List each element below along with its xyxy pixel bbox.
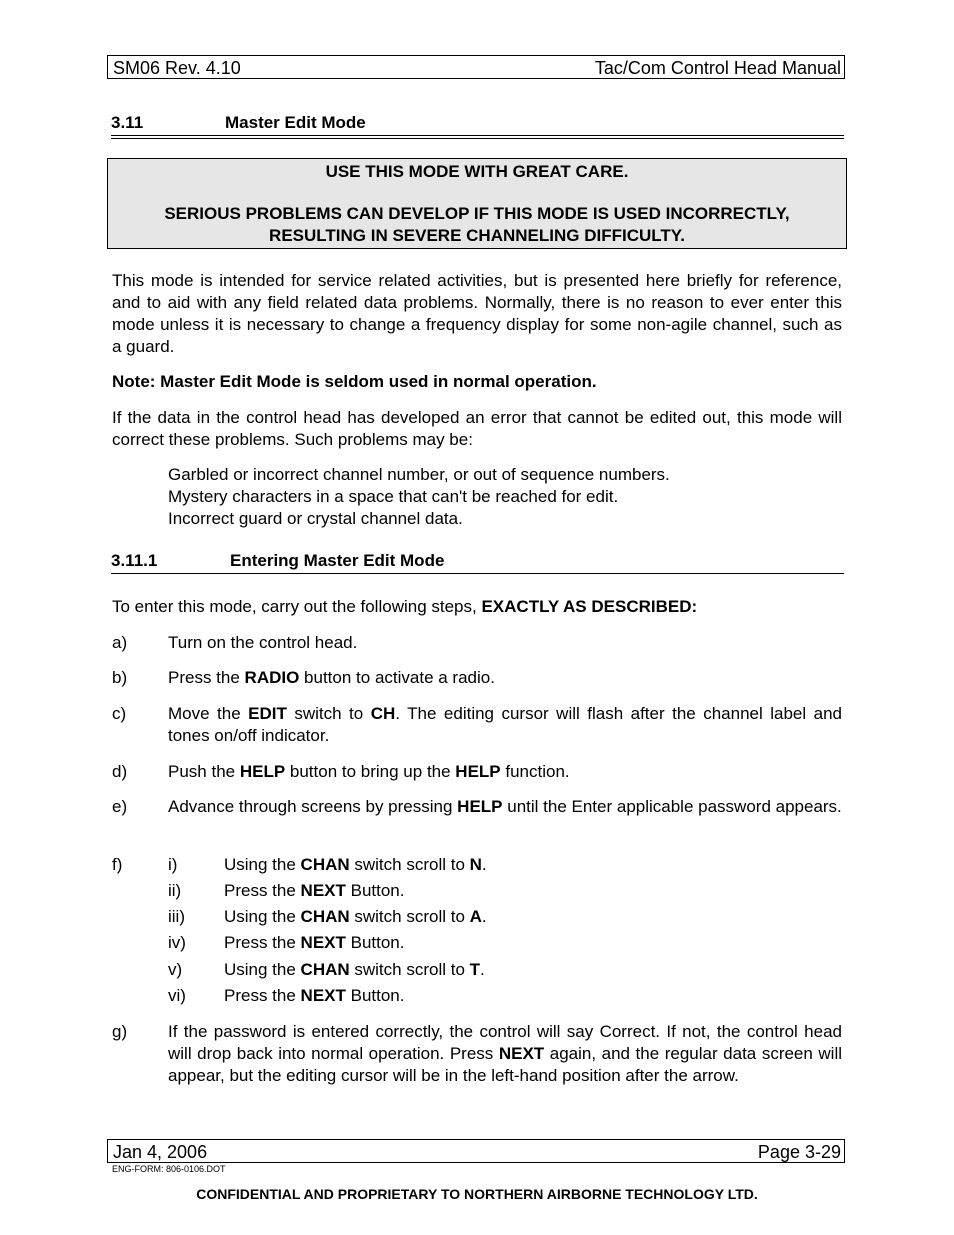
form-id: ENG-FORM: 806-0106.DOT [112,1164,226,1174]
subsection-heading [111,551,444,571]
step-c: c) Move the EDIT switch to CH. The editing cursor will flash after the channel label and tones on/off indicator. [112,704,842,745]
substep: iv) Press the NEXT Button. [168,933,405,952]
step-label: e) [112,797,128,816]
substep: ii) Press the NEXT Button. [168,881,405,900]
step-label: f) [112,855,123,874]
page-number: Page 3-29 [757,1142,841,1162]
list-item: Mystery characters in a space that can't be reached for edit. [168,487,619,506]
substep: i) Using the CHAN switch scroll to N. [168,855,487,874]
step-label: g) [112,1022,128,1041]
steps-intro: To enter this mode, carry out the following steps, EXACTLY AS DESCRIBED: [112,597,698,616]
list-item: Incorrect guard or crystal channel data. [168,509,463,528]
intro-paragraph: This mode is intended for service related activities, but is presented here briefly for reference, and to aid with any field related data problems. Normally, there is no reason to ever enter this mode unless it is necessary to change a frequency display for some non-agile channel, such as a guard. [112,271,842,356]
warning-line-2a: SERIOUS PROBLEMS CAN DEVELOP IF THIS MODE IS USED INCORRECTLY, [164,204,790,223]
step-label: a) [112,633,128,652]
step-a: a) Turn on the control head. [112,633,358,652]
step-b: b) Press the RADIO button to activate a radio. [112,668,495,687]
step-e: e) Advance through screens by pressing HELP until the Enter applicable password appears. [112,797,842,816]
section-rule [111,135,844,139]
step-label: b) [112,668,128,687]
substep: vi) Press the NEXT Button. [168,986,405,1005]
substep: v) Using the CHAN switch scroll to T. [168,960,485,979]
page-header [107,55,845,79]
problems-intro: If the data in the control head has developed an error that cannot be edited out, this mode will correct these problems. Such problems may be: [112,408,842,449]
warning-line-2b: RESULTING IN SEVERE CHANNELING DIFFICULTY. [269,226,685,245]
step-label: d) [112,762,128,781]
step-g: g) If the password is entered correctly, the control will say Correct. If not, the control head will drop back into normal operation. Press NEXT again, and the regular data screen will appear, but the editing cursor will be in the left-hand position after the arrow. [112,1022,842,1085]
warning-line-1: USE THIS MODE WITH GREAT CARE. [325,162,629,181]
section-title: Master Edit Mode [225,113,366,132]
footer-date: Jan 4, 2006 [113,1142,208,1162]
confidential-notice: CONFIDENTIAL AND PROPRIETARY TO NORTHERN AIRBORNE TECHNOLOGY LTD. [196,1186,758,1202]
note-paragraph: Note: Master Edit Mode is seldom used in normal operation. [112,372,597,391]
subsection-number: 3.11.1 [111,551,158,570]
problems-list [168,464,670,530]
list-item: Garbled or incorrect channel number, or out of sequence numbers. [168,465,670,484]
step-d: d) Push the HELP button to bring up the HELP function. [112,762,570,781]
page-footer [107,1139,845,1163]
substep: iii) Using the CHAN switch scroll to A. [168,907,487,926]
subsection-rule [111,573,844,574]
section-heading [111,113,366,133]
warning-box [107,158,847,249]
section-number: 3.11 [111,113,144,132]
step-label: c) [112,704,127,723]
doc-revision: SM06 Rev. 4.10 [113,58,241,78]
subsection-title: Entering Master Edit Mode [230,551,445,570]
manual-title: Tac/Com Control Head Manual [594,58,841,78]
